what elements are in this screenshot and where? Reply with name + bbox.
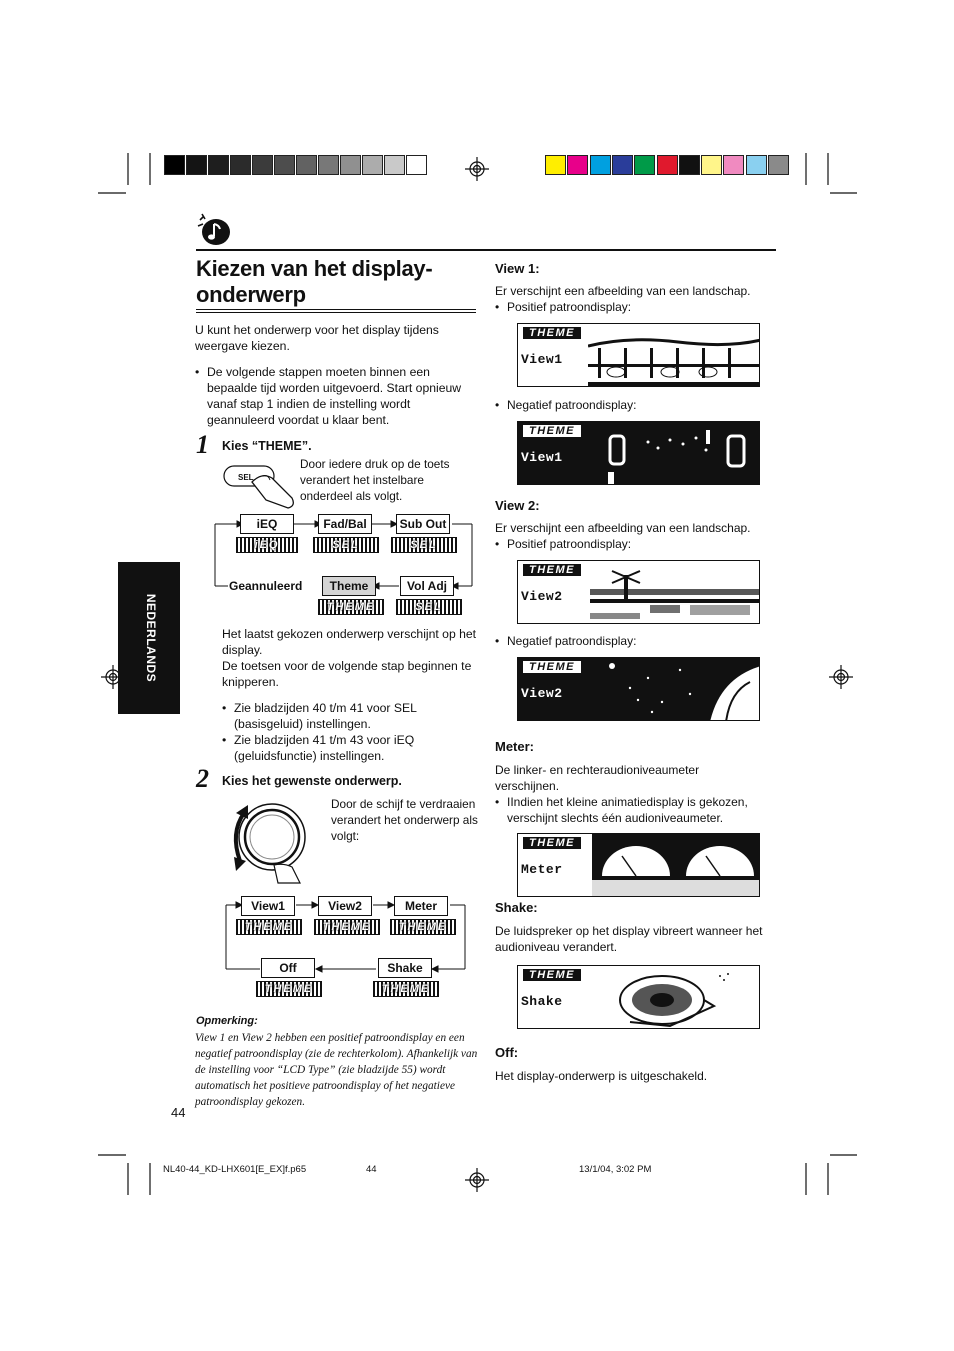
lcd-ieq: iEQ xyxy=(236,537,298,553)
view1-positive-display xyxy=(517,323,760,387)
step-2-label: Kies het gewenste onderwerp. xyxy=(222,774,402,788)
flow-theme-button: Theme xyxy=(322,576,376,596)
flow-voladj-button: Vol Adj xyxy=(400,576,454,596)
view2-negative-label: • Negatief patroondisplay: xyxy=(507,633,636,649)
step-2-description: Door de schijf te verdraaien verandert het onderwerp als volgt: xyxy=(331,797,478,843)
note-text: View 1 en View 2 hebben een positief patroondisplay en een negatief patroondisplay (zie de rechterkolom). Afhankelijk van de instelling voor “LCD Type” (zie bladzijde 55) wordt automatisch het positieve patroondisplay of het negatieve patroondisplay gekozen. xyxy=(195,1032,478,1108)
off-text: Het display-onderwerp is uitgeschakeld. xyxy=(495,1069,708,1083)
gray-swatch xyxy=(340,155,361,175)
lcd-theme: THEME xyxy=(318,599,384,615)
speaker-image xyxy=(610,966,760,1029)
header-rule xyxy=(196,249,776,251)
gray-swatch xyxy=(274,155,295,175)
flow-shake-button: Shake xyxy=(378,958,432,978)
view1-heading: View 1: xyxy=(495,261,540,276)
display-theme-label: THEME xyxy=(523,425,581,437)
after-step-1-text-a: Het laatst gekozen onderwerp verschijnt op het display. xyxy=(222,627,477,657)
gray-swatch xyxy=(164,155,185,175)
view1-text: Er verschijnt een afbeelding van een landschap. xyxy=(495,284,751,298)
sel-button-hand-icon xyxy=(222,458,302,510)
flow-view1-button: View1 xyxy=(241,896,295,916)
sel-key-label: SEL xyxy=(238,473,254,482)
footer-date: 13/1/04, 3:02 PM xyxy=(579,1164,652,1175)
flow-cancelled-label: Geannuleerd xyxy=(229,579,303,593)
landscape-image xyxy=(588,324,760,387)
flow-subout-button: Sub Out xyxy=(396,514,450,534)
color-swatch xyxy=(612,155,633,175)
lcd-theme-view2: THEME xyxy=(314,919,380,935)
bullet-sel-pages: • Zie bladzijden 40 t/m 41 voor SEL (basisgeluid) instellingen. xyxy=(234,700,474,732)
title-underline xyxy=(196,309,476,310)
windmill-landscape-image xyxy=(590,561,760,624)
registration-mark-top xyxy=(465,157,489,181)
flow-ieq-button: iEQ xyxy=(240,514,294,534)
intro-text: U kunt het onderwerp voor het display tijdens weergave kiezen. xyxy=(195,323,439,353)
display-mode-text: View2 xyxy=(521,589,563,604)
lcd-theme-off: THEME xyxy=(256,981,322,997)
lcd-theme-view1: THEME xyxy=(236,919,302,935)
display-mode-text: Meter xyxy=(521,862,563,877)
display-mode-text: View1 xyxy=(521,352,563,367)
lcd-sel-3: SEL xyxy=(396,599,462,615)
color-swatch xyxy=(679,155,700,175)
meter-bullet: • IIndien het kleine animatiedisplay is gekozen, verschijnt slechts één audioniveaumeter. xyxy=(507,794,767,826)
landscape-image-negative xyxy=(588,422,760,485)
gray-swatch xyxy=(362,155,383,175)
flow-meter-button: Meter xyxy=(394,896,448,916)
color-swatch xyxy=(723,155,744,175)
lcd-sel-2: SEL xyxy=(391,537,457,553)
shake-display xyxy=(517,965,760,1029)
step-1-label: Kies “THEME”. xyxy=(222,439,312,453)
gray-swatch xyxy=(230,155,251,175)
display-theme-label: THEME xyxy=(523,327,581,339)
display-theme-label: THEME xyxy=(523,969,581,981)
view2-heading: View 2: xyxy=(495,498,540,513)
meter-text: De linker- en rechteraudioniveaumeter verschijnen. xyxy=(495,763,700,793)
display-theme-label: THEME xyxy=(523,564,581,576)
space-image-negative xyxy=(590,658,760,721)
flow-view2-button: View2 xyxy=(318,896,372,916)
color-swatch xyxy=(701,155,722,175)
color-swatch xyxy=(634,155,655,175)
gray-swatch xyxy=(318,155,339,175)
note-heading: Opmerking: xyxy=(196,1015,258,1027)
lcd-sel-1: SEL xyxy=(313,537,379,553)
registration-mark-right xyxy=(829,665,853,689)
after-step-1-text-b: De toetsen voor de volgende stap beginnen te knipperen. xyxy=(222,659,472,689)
shake-heading: Shake: xyxy=(495,900,538,915)
display-theme-label: THEME xyxy=(523,661,581,673)
view2-positive-label: • Positief patroondisplay: xyxy=(507,536,631,552)
page-title: Kiezen van het display-onderwerp xyxy=(196,256,433,307)
gray-swatch xyxy=(252,155,273,175)
flow-off-button: Off xyxy=(261,958,315,978)
color-swatch xyxy=(657,155,678,175)
shake-text: De luidspreker op het display vibreert wanneer het audioniveau verandert. xyxy=(495,924,763,954)
color-swatch xyxy=(590,155,611,175)
color-swatch xyxy=(768,155,789,175)
step-2-number: 2 xyxy=(196,764,209,793)
gray-swatch xyxy=(406,155,427,175)
color-swatch xyxy=(567,155,588,175)
display-mode-text: Shake xyxy=(521,994,563,1009)
step-1-description: Door iedere druk op de toets verandert het instelbare onderdeel als volgt. xyxy=(300,457,450,503)
footer-file: NL40-44_KD-LHX601[E_EX]f.p65 xyxy=(163,1164,307,1175)
music-note-icon xyxy=(196,212,232,246)
display-mode-text: View1 xyxy=(521,450,563,465)
flow-fadbal-button: Fad/Bal xyxy=(318,514,372,534)
step-1-number: 1 xyxy=(196,430,209,459)
meter-heading: Meter: xyxy=(495,739,535,754)
bullet-timing: • De volgende stappen moeten binnen een bepaalde tijd worden uitgevoerd. Start opnieuw vanaf stap 1 indien de instelling wordt geannuleerd voordat u klaar bent. xyxy=(207,364,475,428)
page-number: 44 xyxy=(171,1105,186,1120)
control-dial-icon xyxy=(222,795,322,885)
color-swatch xyxy=(746,155,767,175)
view1-negative-label: • Negatief patroondisplay: xyxy=(507,397,636,413)
lcd-theme-shake: THEME xyxy=(373,981,439,997)
off-heading: Off: xyxy=(495,1045,519,1060)
display-theme-label: THEME xyxy=(523,837,581,849)
view1-positive-label: • Positief patroondisplay: xyxy=(507,299,631,315)
view1-negative-display xyxy=(517,421,760,485)
display-mode-text: View2 xyxy=(521,686,563,701)
lcd-theme-meter: THEME xyxy=(390,919,456,935)
gray-swatch xyxy=(384,155,405,175)
color-swatch xyxy=(545,155,566,175)
gray-swatch xyxy=(296,155,317,175)
view2-text: Er verschijnt een afbeelding van een landschap. xyxy=(495,521,751,535)
level-meters-image xyxy=(592,834,760,897)
view2-positive-display xyxy=(517,560,760,624)
view2-negative-display xyxy=(517,657,760,721)
registration-mark-bottom xyxy=(465,1168,489,1192)
bullet-ieq-pages: • Zie bladzijden 41 t/m 43 voor iEQ (geluidsfunctie) instellingen. xyxy=(234,732,474,764)
footer-page: 44 xyxy=(366,1164,377,1175)
meter-display xyxy=(517,833,760,897)
gray-swatch xyxy=(208,155,229,175)
language-tab-label: NEDERLANDS xyxy=(144,593,158,683)
gray-swatch xyxy=(186,155,207,175)
